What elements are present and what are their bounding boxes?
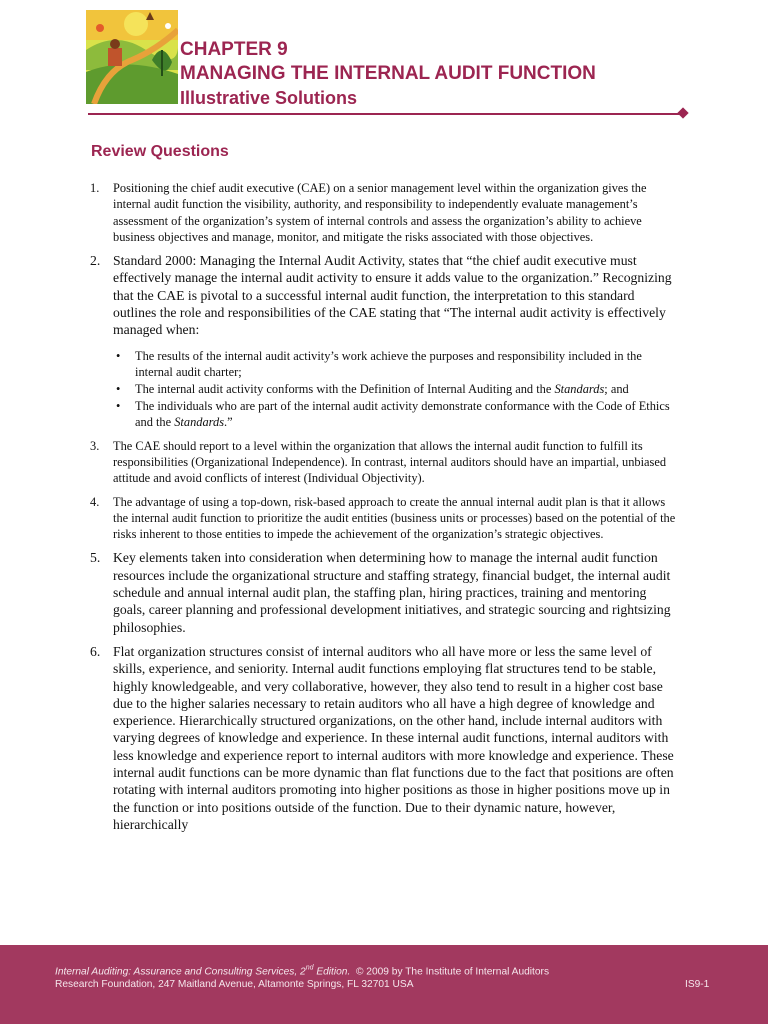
bullet-icon: • bbox=[116, 382, 121, 397]
bullet-item: • The internal audit activity conforms with the Definition of Internal Auditing and the Standards; and bbox=[116, 382, 629, 397]
question-item bbox=[90, 180, 680, 245]
question-text: The CAE should report to a level within the organization that allows the internal audit function to fulfill its responsibilities (Organizational Independence). In contrast, internal auditors should have an impartial, unbiased attitude and avoid conflicts of interest (Individual Objectivity). bbox=[113, 438, 667, 486]
bullet-item: • The results of the internal audit activity’s work achieve the purposes and responsibility included in the internal audit charter; bbox=[116, 348, 642, 379]
question-text: Flat organization structures consist of internal auditors who all have more or less the same level of skills, experience, and seniority. Internal audit functions employing flat structures tend to be stable, highly knowledgeable, and very collaborative, however, they also tend to result in a higher cost base due to the higher salaries necessary to retain auditors who all have a high degree of knowledge and experience. Hierarchically structured organizations, on the other hand, include internal auditors with varying degrees of knowledge and experience. In these internal audit functions, internal auditors with less knowledge and experience report to internal auditors with more knowledge and experience. These internal audit functions can be more dynamic than flat functions due to the fact that positions are often rotating with internal auditors promoting into higher positions as those in higher positions move up in the function or into positions outside of the function. Due to their dynamic nature, however, hierarchically bbox=[113, 643, 674, 832]
section-heading: Review Questions bbox=[91, 143, 229, 160]
diamond-icon bbox=[677, 107, 688, 118]
question-item bbox=[90, 643, 680, 833]
bullet-item: • The individuals who are part of the internal audit activity demonstrate conformance with the Code of Ethics and the Standards.” bbox=[116, 399, 670, 430]
chapter-illustration bbox=[86, 10, 178, 104]
question-item bbox=[90, 438, 680, 487]
question-text: Positioning the chief audit executive (CAE) on a senior management level within the organization gives the internal audit function the visibility, authority, and responsibility to independently evaluate management’s assessment of the organization’s system of internal controls and assess the organization’s ability to achieve business objectives and manage, monitor, and mitigate the risks associated with those objectives. bbox=[113, 181, 647, 244]
footer-citation: Internal Auditing: Assurance and Consulting Services, 2nd Edition. © 2009 by The Institute of Internal Auditors bbox=[55, 965, 550, 978]
question-text: Key elements taken into consideration when determining how to manage the internal audit function resources include the organizational structure and staffing strategy, financial budget, the internal audit schedule and annual internal audit plan, the staffing plan, hiring practices, training and mentoring goals, career planning and professional development initiatives, and strategic sourcing and rightsizing philosophies. bbox=[113, 550, 671, 635]
page-footer bbox=[0, 945, 768, 1024]
question-number: 1. bbox=[90, 181, 100, 195]
header-rule bbox=[88, 113, 680, 115]
questions-list bbox=[90, 180, 680, 840]
question-number: 5. bbox=[90, 550, 101, 566]
bullet-list bbox=[113, 348, 680, 431]
question-item bbox=[90, 252, 680, 431]
footer-address: Research Foundation, 247 Maitland Avenue, Altamonte Springs, FL 32701 USA bbox=[55, 979, 414, 990]
question-item bbox=[90, 494, 680, 543]
question-number: 6. bbox=[90, 643, 101, 659]
bullet-icon: • bbox=[116, 348, 121, 363]
chapter-number: CHAPTER 9 bbox=[180, 39, 288, 60]
chapter-illustration-icon bbox=[86, 10, 178, 104]
question-text: The advantage of using a top-down, risk-based approach to create the annual internal audit plan is that it allows the internal audit function to prioritize the audit entities (business units or processes) based on the potential of the risks inherent to those entities to impede the achievement of the organization’s strategic objectives. bbox=[113, 494, 676, 542]
question-text: Standard 2000: Managing the Internal Audit Activity, states that “the chief audit executive must effectively manage the internal audit activity to ensure it adds value to the organization.” Recognizing that the CAE is pivotal to a successful internal audit function, the interpretation to this standard outlines the role and responsibilities of the CAE stating that “The internal audit activity is effectively managed when: bbox=[113, 253, 672, 338]
question-number: 4. bbox=[90, 494, 100, 509]
bullet-icon: • bbox=[116, 399, 121, 414]
chapter-title: MANAGING THE INTERNAL AUDIT FUNCTION bbox=[180, 63, 596, 84]
question-number: 2. bbox=[90, 253, 101, 269]
page-number: IS9-1 bbox=[685, 979, 710, 990]
question-number: 3. bbox=[90, 438, 100, 453]
chapter-header bbox=[180, 38, 596, 110]
chapter-subtitle: Illustrative Solutions bbox=[180, 88, 358, 108]
question-item bbox=[90, 549, 680, 635]
